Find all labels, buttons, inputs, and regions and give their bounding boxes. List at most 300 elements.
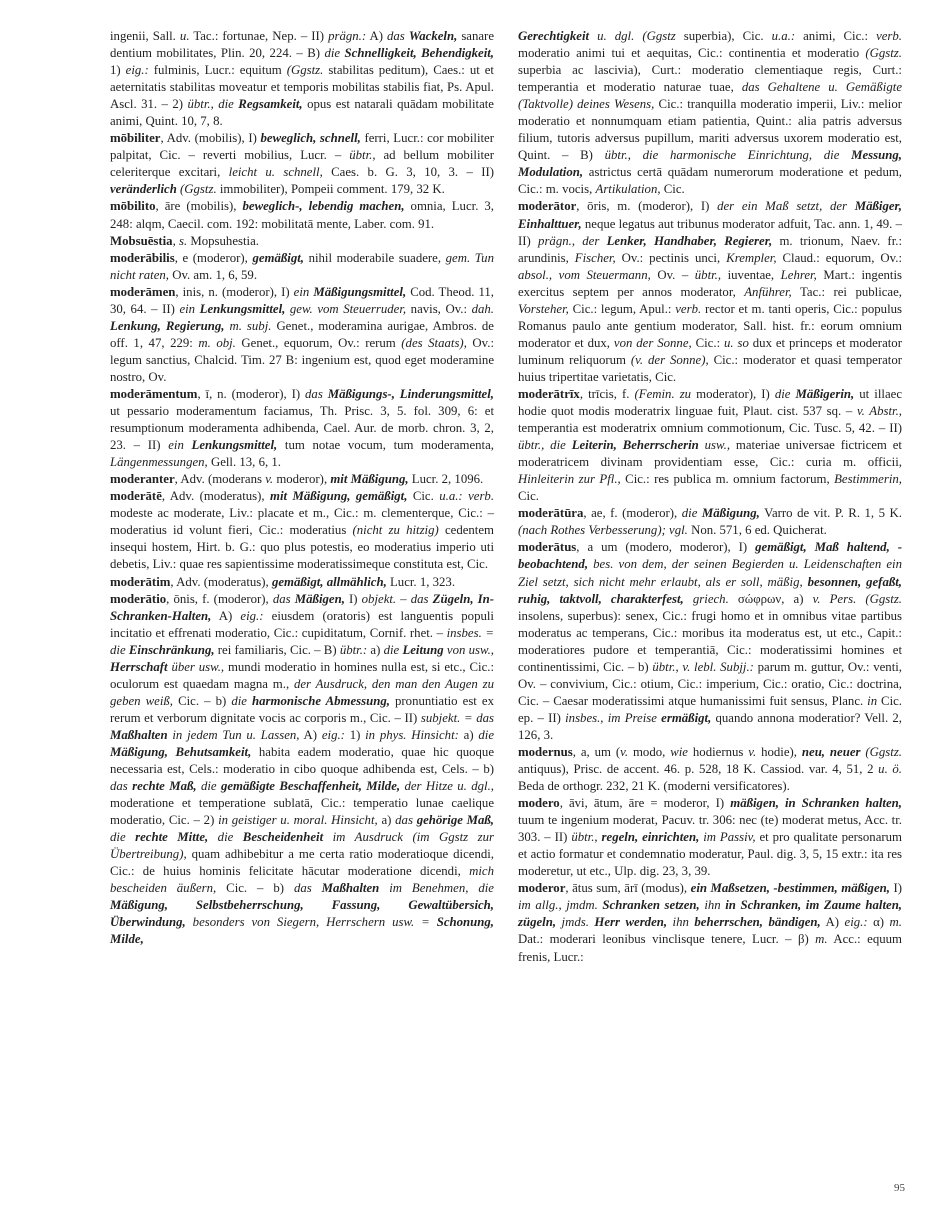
entry-text (221, 779, 400, 793)
entry-emphasis: besonnen, gefaßt, ruhig, taktvoll, charakterfest, (518, 574, 902, 606)
entry-emphasis: Mäßigungs-, Linderungsmittel, (327, 386, 494, 401)
entry-emphasis: veränderlich (110, 182, 177, 197)
entry-text: übtr., (349, 148, 376, 163)
entry-text: griech. (683, 591, 729, 606)
entry-text: übtr., die harmonische Einrichtung, die (604, 148, 852, 163)
entry-text (243, 830, 323, 844)
entry-emphasis: regeln, einrichten, (601, 830, 700, 845)
entry-text: s. (178, 233, 188, 248)
entry-text: iuventae, (721, 267, 781, 282)
entry-text: , ae, f. (moderor), (583, 506, 682, 521)
entry-text: u. (179, 29, 190, 43)
dictionary-entry (110, 250, 494, 284)
entry-text: m. (889, 915, 902, 930)
entry-emphasis: Bescheidenheit (242, 830, 324, 845)
entry-text: omnia, Lucr. 3, 248: alqm, Caecil. com. 192: mobilitatā mente, Laber. com. 91. (110, 199, 495, 231)
entry-text (135, 830, 208, 844)
entry-text: übtr., v. lebl. Subjj.: (652, 659, 754, 674)
dictionary-entry (518, 386, 902, 505)
entry-text: moderator), I) (691, 386, 775, 401)
entry-text: Non. 571, 6 ed. Quicherat. (687, 523, 827, 538)
entry-text: leicht u. schnell, (228, 165, 323, 180)
entry-text: modeste ac moderate, Liv.: placate et m., Cic.: m. clementerque, Cic.: – moderatius id volunt fieri, Cic.: moderatius (110, 506, 494, 538)
entry-text: superbia), Cic. (675, 29, 772, 43)
page-number: 95 (894, 1182, 905, 1194)
entry-emphasis: Lenkungsmittel, (199, 301, 286, 316)
right-column (518, 28, 902, 966)
entry-text: das (387, 29, 409, 43)
entry-text: Varro de vit. P. R. 1, 5 K. (759, 506, 902, 521)
entry-text: u. so (724, 335, 749, 350)
entry-text: ein (168, 438, 192, 453)
dictionary-entry (110, 284, 494, 386)
entry-text: übtr.: (339, 642, 368, 657)
entry-emphasis: Mäßigung, Behutsamkeit, (110, 744, 252, 759)
entry-text: , (172, 233, 179, 248)
entry-text: Vorsteher, (518, 301, 569, 316)
entry-emphasis: Mäßiger, Einhalttuer, (518, 199, 903, 231)
entry-text: Hinleiterin zur Pfl., (518, 472, 621, 487)
headword: moderātio (110, 591, 167, 606)
entry-text (328, 387, 494, 401)
entry-text: , Adv. (moderans (174, 472, 266, 487)
entry-text: übtr., (571, 830, 602, 845)
entry-text (313, 285, 406, 299)
entry-text: animi, Cic.: (795, 29, 877, 43)
entry-text: Ov.: legum sanctius, Chalcid. Tim. 27 B: ingenium est, quod eget moderamine nostro, Ov. (110, 335, 494, 384)
entry-text: m. subj. (224, 318, 272, 333)
entry-text: eiusdem (oratoris) est languentis populi incitatio et effrenati moderatio, Cic.: cupiditatum, Cornif. rhet. – (110, 608, 494, 640)
entry-text: moderor), (273, 472, 331, 487)
entry-text: ingenii, Sall. (110, 29, 180, 43)
entry-emphasis: Mäßigerin, (795, 386, 855, 401)
entry-text: das (305, 386, 328, 401)
entry-text: navis, Ov.: (406, 301, 472, 316)
entry-text: die (208, 830, 243, 845)
entry-text: quam adhibebitur a me certa ratio moderatioque dicendi, Cic.: de huius hominis felicitate hācutar moderatione dicendi, (110, 847, 494, 879)
entry-text: die (478, 727, 494, 742)
entry-text: , Adv. (moderatus), (170, 574, 272, 589)
entry-text: Anführer, (744, 284, 792, 299)
entry-text: die (383, 642, 403, 657)
entry-text: Fischer, (574, 250, 616, 265)
entry-text: Ov. – (650, 267, 695, 282)
entry-text: (nicht zu hitzig) (352, 523, 439, 538)
entry-text: insbes. = die (110, 625, 494, 657)
entry-emphasis: ein Maßsetzen, -bestimmen, mäßigen, (690, 881, 890, 896)
entry-text: v. (265, 472, 274, 487)
entry-text (402, 643, 443, 657)
entry-text: ferri, Lucr.: cor mobiliter palpitat, Cic. – reverti mobilius, Lucr. – (110, 131, 494, 163)
entry-text: tum notae vocum, tum moderamenta, (277, 438, 494, 453)
entry-text: Bestimmerin, (834, 472, 902, 487)
entry-text: a) (377, 813, 396, 828)
entry-text (192, 438, 278, 452)
entry-emphasis: Schnelligkeit, Behendigkeit, (344, 46, 494, 61)
entry-text: Gell. 13, 6, 1. (207, 455, 281, 470)
entry-text: immobiliter), Pompeii comment. 179, 32 K. (216, 182, 445, 197)
entry-text: die (681, 506, 702, 521)
entry-emphasis: gemäßigt, allmählich, (271, 574, 387, 589)
entry-text: I) (344, 591, 362, 606)
headword: moderātus (518, 540, 577, 555)
entry-text (691, 881, 890, 895)
entry-text: Acc.: equum frenis, Lucr.: (518, 932, 902, 964)
entry-text: , āvi, ātum, āre = moderor, I) (559, 796, 731, 811)
entry-text (110, 182, 177, 196)
entry-text: Caes. b. G. 3, 10, 3. – II) (322, 165, 494, 180)
entry-text: , a um (modero, moderor), I) (576, 540, 756, 555)
dictionary-entry (518, 198, 902, 386)
entry-text: Cic. – b) (173, 693, 232, 708)
entry-text: die (231, 693, 253, 708)
entry-text: α) (867, 915, 890, 930)
entry-text: antiquus), Prisc. de accent. 46. p. 528, 18 K. Cassiod. var. 4, 51, 2 (518, 762, 879, 777)
entry-emphasis: Mäßigungsmittel, (313, 284, 407, 299)
entry-text: neque legatus aut tribunus moderator adfuit, Tac. ann. 1, 49. – II) (518, 216, 902, 248)
entry-text: Genet., equorum, Ov.: rerum (235, 335, 402, 350)
entry-text: Tac.: rei publicae, (791, 284, 902, 299)
entry-text: das (395, 813, 417, 828)
entry-text (518, 29, 589, 43)
entry-emphasis: Gerechtigkeit (518, 29, 590, 43)
entry-text: σώφρων, a) (728, 591, 813, 606)
entry-emphasis: Einschränkung, (128, 642, 215, 657)
entry-text: ein (293, 284, 314, 299)
entry-text: , trīcis, f. (579, 386, 635, 401)
entry-text: parum m. guttur, Ov.: venti, Ov. – convivium, Cic.: otium, Cic.: imperium, Cic.: oratio, Cic.: doctrina, Cic. – Caesar moderatissimi atque humanissimi fuit sensus, Planc. (518, 659, 902, 708)
entry-text (110, 745, 251, 759)
dictionary-entry (518, 880, 902, 965)
entry-text: insolens, superbus): senex, Cic.: frugi homo et in omnibus vitae partibus moderatus ac temperans, Cic.: moribus ita moderatus est, ut etc., Capit.: moderatiores pudore et temperantiā, Cic.: moderatissimi homines et continentissimi, Cic. – b) (518, 608, 902, 674)
entry-text: Lucr. 2, 1096. (408, 472, 484, 487)
entry-text (252, 694, 390, 708)
entry-text: ut pessario moderamentum faciamus, Th. Prisc. 3, 5. fol. 309, 6: et resumptionum moderamenta adhibenda, Cael. Aur. de morb. chron. 3, 2, 23. – II) (110, 404, 494, 453)
entry-text: (Femin. zu (634, 386, 692, 401)
entry-text: jmds. (556, 915, 595, 930)
headword: Mobsuēstia (110, 233, 173, 248)
dictionary-entry (518, 28, 902, 198)
entry-text: verb. (675, 301, 702, 316)
entry-text: Lucr. 1, 323. (386, 574, 456, 589)
entry-emphasis: gemäßigte Beschaffenheit, Milde, (220, 779, 401, 794)
entry-text: wie (670, 744, 688, 759)
entry-text: u.a.: verb. (439, 489, 495, 504)
entry-text: (Ggstz. (180, 182, 217, 197)
entry-text (272, 575, 387, 589)
entry-text (602, 898, 699, 912)
entry-text: dah. (471, 301, 494, 316)
entry-text: übtr., die (187, 97, 239, 112)
entry-text: I) (889, 881, 902, 896)
entry-text: , āre (mobilis), (155, 199, 243, 214)
entry-text: 1) (110, 63, 126, 78)
entry-text (730, 796, 902, 810)
entry-text: das (110, 779, 133, 794)
entry-text: Cic. (407, 489, 440, 504)
entry-emphasis: Leitung (402, 642, 444, 657)
entry-text: Cic.: legum, Apul.: (568, 301, 676, 316)
entry-text (594, 915, 667, 929)
entry-emphasis: gemäßigt, (252, 250, 304, 265)
entry-text: moderatione et temperatione sublatā, Cic.: temperatio lunae caelique moderatio, Cic. – 2) (110, 796, 494, 828)
entry-text: sanare dentium mobilitates, Plin. 20, 224. – B) (110, 29, 494, 61)
headword: moderanter (110, 472, 175, 487)
entry-text: von usw., (443, 642, 494, 657)
entry-text (132, 779, 196, 793)
entry-text: A) (299, 727, 322, 742)
entry-text: A) (820, 915, 845, 930)
entry-text: (des Staats), (401, 335, 467, 350)
entry-text: eig.: (125, 63, 149, 78)
entry-text: stabilitas peditum), Caes.: ut et aeternitatis stabilitas moveatur et temporis mobilitas stabilis fiat, Ps. Apul. Ascl. 31. – 2) (110, 63, 494, 112)
entry-text: usw., (698, 438, 731, 453)
entry-text: der Ausdruck, den man den Augen zu geben weiß, (110, 676, 494, 708)
entry-text: dux et princeps et moderator luminum reliquorum (518, 335, 902, 367)
entry-text: ad bellum mobiliter celeriterque excitari, (110, 148, 494, 180)
entry-text: m. trionum, Naev. fr.: arundinis, (518, 233, 903, 265)
entry-text: superbia ac lascivia), Curt.: moderatio clementiaque regis, Curt.: temperantia et moderatio naturae tuae, (518, 63, 902, 95)
dictionary-entry (110, 233, 494, 250)
entry-text: mundi moderatio in homines nulla est, si etc., Cic.: oculorum est quaedam magna m., (110, 659, 494, 691)
headword: moderātor (518, 199, 577, 214)
dictionary-entry (518, 744, 902, 795)
headword: moderātim (110, 574, 171, 589)
entry-text: Cic. (518, 489, 539, 504)
headword: mōbiliter (110, 131, 161, 146)
entry-emphasis: ermäßigt, (661, 710, 712, 725)
entry-text (200, 302, 286, 316)
entry-text (110, 319, 225, 333)
entry-text: , ātus sum, ārī (modus), (565, 881, 691, 896)
entry-text (602, 830, 700, 844)
entry-text: temperantia est moderatrix omnium commotionum, Cic. Tusc. 5, 42. – II) (518, 421, 902, 436)
entry-text: (Ggstz. (865, 46, 902, 61)
entry-text (110, 728, 168, 742)
entry-text: rector et m. tanti operis, Cic.: populus Romanus paulo ante gentium moderator, Sall. hist. fr.: eorum omnium moderator et dux, (518, 301, 903, 350)
entry-text (572, 438, 699, 452)
entry-text: ihn (699, 898, 726, 913)
entry-emphasis: Regsamkeit, (238, 97, 303, 112)
entry-text: Cic. ep. – II) (518, 693, 903, 725)
entry-text: Cic.: res publica m. omnium factorum, (620, 472, 835, 487)
entry-text: quando annona moderatior? Vell. 2, 126, 3. (518, 710, 902, 742)
entry-text: von der Sonne, (613, 335, 692, 350)
dictionary-entry (518, 505, 902, 539)
entry-text: , e (moderor), (174, 250, 253, 265)
entry-emphasis: Zügeln, In-Schranken-Halten, (110, 591, 494, 623)
entry-text: Cic.: tranquilla moderatio imperii, Liv.: melior moderatio et nonnumquam etiam patientia, Quint.: alia patris adversus filium, tutoris adversus pupillum, mariti adversus uxorem moderatio est, Quint. – B) (518, 97, 902, 163)
entry-text: Krempler, (726, 250, 777, 265)
entry-text: v. (748, 744, 757, 759)
entry-text: das (293, 881, 322, 896)
entry-text: ut illaec hodie quot modis moderatrix linguae fuit, Plaut. cist. 537 sq. – (518, 386, 903, 419)
entry-text: m. (815, 932, 828, 947)
entry-text: insbes., im Preise (565, 710, 662, 725)
headword: moderātrīx (518, 386, 580, 401)
entry-text: rei familiaris, Cic. – B) (214, 642, 340, 657)
dictionary-entry (518, 795, 902, 880)
entry-text: in jedem Tun u. Lassen, (167, 727, 300, 742)
entry-text: im Ausdruck (im Ggstz zur Übertreibung), (110, 830, 494, 862)
entry-text: Genet., moderamina aurigae, Ambros. de off. 1, 47, 229: (110, 318, 494, 350)
entry-emphasis: Lenker, Handhaber, Regierer, (606, 233, 773, 248)
entry-text: Cic. (660, 182, 685, 197)
entry-emphasis: Herr werden, (594, 915, 668, 930)
entry-text: übtr., (694, 267, 722, 282)
headword: modero (518, 796, 560, 811)
entry-text: (Ggstz. (286, 63, 324, 78)
entry-emphasis: Mäßigung, Selbstbeherrschung, Fassung, Gewaltübersich, Überwindung, (110, 898, 494, 930)
entry-emphasis: beweglich-, lebendig machen, (242, 199, 405, 214)
entry-text (252, 251, 304, 265)
headword: moderātūra (518, 506, 584, 521)
entry-text: , ī, n. (moderor), I) (197, 386, 306, 401)
entry-text (802, 745, 861, 759)
entry-text: , ōris, m. (moderor), I) (576, 199, 718, 214)
entry-text (295, 592, 345, 606)
entry-text: besonders von Siegern, Herrschern usw. = (185, 915, 437, 930)
entry-text: Ov. am. 1, 6, 59. (169, 267, 258, 282)
entry-emphasis: Herrschaft (110, 659, 168, 674)
entry-text: im Benehmen, die (379, 881, 494, 896)
entry-text: materiae universae fictricem et moderatricem divinam providentiam esse, Cic.: curia m. officii, (518, 438, 902, 470)
entry-emphasis: rechte Maß, (132, 779, 197, 794)
entry-emphasis: Leiterin, Beherrscherin (571, 438, 699, 453)
entry-emphasis: Schranken setzen, (602, 898, 700, 913)
entry-text: et pro qualitate personarum et actio formatur et condemnatio moderatur, Paul. dig. 3, 5, 15 extr.: ita res moderetur, ut etc., Ulp. dig. 23, 3, 39. (518, 830, 902, 879)
entry-text: opus est natarali quādam mobilitate animi, Quint. 10, 7, 8. (110, 97, 494, 129)
entry-text (694, 915, 820, 929)
entry-text: Ov.: pectinis unci, (615, 250, 727, 265)
headword: moderāmen (110, 284, 176, 299)
entry-emphasis: Lenkung, Regierung, (110, 318, 225, 333)
entry-text: pronuntiatio est ex rerum et verborum dignitate vocis ac corporis m., Cic. – II) (110, 693, 495, 725)
entry-text: Lehrer, (780, 267, 817, 282)
entry-text: Längenmessungen, (110, 455, 208, 470)
dictionary-entry (110, 591, 494, 949)
dictionary-entry (110, 130, 494, 198)
entry-text: (nach Rothes Verbesserung); vgl. (518, 523, 688, 538)
entry-text: in geistiger u. moral. Hinsicht, (218, 813, 378, 828)
entry-text (417, 813, 494, 827)
dictionary-entry (110, 198, 494, 232)
entry-text: das Gehaltene u. Gemäßigte (Taktvolle) deines Wesens, (518, 80, 902, 112)
entry-text: a) (458, 727, 479, 742)
entry-emphasis: Maßhalten (321, 881, 380, 896)
entry-text: cedentem insequi hostem, Hirt. b. G.: quo plus potestis, eo moderatius imperio uti debetis, Liv.: quae res sapientissime moderatissimeque constituta est, Cic. (110, 523, 494, 572)
entry-text: Claud.: equorum, Ov.: (776, 250, 902, 265)
entry-text: u. dgl. (Ggstz (589, 29, 676, 43)
entry-text: modo, (628, 744, 671, 759)
entry-text: Mopsuhestia. (187, 233, 259, 248)
entry-text: die (774, 386, 796, 401)
entry-emphasis: Maßhalten (110, 727, 168, 742)
entry-text: prägn., der (538, 233, 607, 248)
entry-text (243, 199, 405, 213)
entry-text: ihn (667, 915, 695, 930)
entry-text: subjekt. = das (420, 710, 494, 725)
entry-text: in (867, 693, 878, 708)
entry-text: (v. der Sonne), (630, 352, 709, 367)
entry-text (661, 711, 711, 725)
entry-emphasis: beherrschen, bändigen, (694, 915, 821, 930)
entry-text: hodie), (756, 744, 802, 759)
entry-text: im allg., jmdm. (518, 898, 603, 913)
entry-text (607, 234, 773, 248)
headword: modernus (518, 744, 573, 759)
entry-text: tuum te ingenium moderat, Pacuv. tr. 306: nec (te) moderat metus, Acc. tr. 303. – II) (518, 813, 902, 845)
entry-text: mich bescheiden äußern, (110, 864, 494, 896)
entry-text: habita eadem moderatio, quae hic quoque necessaria est, Cels.: moderatio in cibo quoque adhibenda est, Cels. – b) (110, 744, 494, 777)
entry-emphasis: Mäßigung, (701, 506, 760, 521)
entry-text: v. (620, 744, 629, 759)
entry-emphasis: mäßigen, in Schranken halten, (730, 796, 902, 811)
entry-text: Cic. – b) (216, 881, 294, 896)
entry-text: nihil moderabile suadere, (303, 250, 446, 265)
entry-text: absol., vom Steuermann, (518, 267, 651, 282)
entry-text: fulminis, Lucr.: equitum (148, 63, 287, 78)
entry-emphasis: rechte Mitte, (135, 830, 209, 845)
entry-emphasis: beweglich, schnell, (260, 131, 361, 146)
entry-text (270, 489, 407, 503)
entry-text: astrictus certā quādam numerorum moderatione et pedum, Cic.: m. vocis, (518, 165, 902, 197)
entry-text: moderatio animi tui et aequitas, Cic.: continentia et moderatio (518, 46, 866, 61)
dictionary-entry (110, 471, 494, 488)
headword: moderor (518, 881, 566, 896)
entry-text: 1) (344, 727, 366, 742)
entry-text: Beda de orthogr. 232, 21 K. (moderni versificatores). (518, 779, 790, 794)
entry-text: , Adv. (mobilis), I) (160, 131, 261, 146)
entry-text: gem. Tun nicht raten, (110, 250, 494, 282)
entry-text: Cic.: moderator et quasi temperator huius tripertitae varietatis, Cic. (518, 352, 902, 384)
entry-text: v. Abstr., (856, 404, 903, 419)
entry-text: a) (367, 642, 384, 657)
entry-text: objekt. – das (361, 591, 433, 606)
entry-text: Cic.: (691, 335, 725, 350)
entry-text: bes. von dem, der seinen Begierden u. Leidenschaften ein Ziel setzt, sich nicht mehr erlaubt, als er soll, mäßig, (518, 557, 902, 589)
entry-text (322, 881, 380, 895)
entry-text: A) (211, 608, 241, 623)
dictionary-entry (110, 574, 494, 591)
entry-text (409, 29, 457, 43)
entry-emphasis: Schonung, Milde, (110, 915, 494, 947)
headword: moderābilis (110, 250, 175, 265)
dictionary-entry (518, 539, 902, 744)
entry-emphasis: gehörige Maß, (416, 813, 495, 828)
entry-text: hodiernus (688, 744, 749, 759)
entry-text (345, 46, 494, 60)
entry-text: (Ggstz. (865, 744, 903, 759)
entry-emphasis: harmonische Abmessung, (252, 693, 390, 708)
entry-text: in phys. Hinsicht: (365, 727, 459, 742)
entry-text: eig.: (240, 608, 264, 623)
entry-text: , a, um ( (572, 744, 621, 759)
entry-emphasis: Mäßigen, (294, 591, 345, 606)
entry-text: gew. vom Steuerruder, (285, 301, 407, 316)
entry-text (110, 660, 168, 674)
entry-text: Mart.: ingentis exercitus septem per annos moderator, (518, 267, 902, 299)
entry-text: prägn.: (328, 29, 367, 43)
headword: moderāmentum (110, 386, 198, 401)
entry-text (796, 387, 855, 401)
entry-text: , inis, n. (moderor), I) (175, 284, 294, 299)
entry-text: Tac.: fortunae, Nep. – II) (189, 29, 329, 43)
entry-emphasis: mit Mäßigung, (330, 472, 409, 487)
entry-text: die (110, 830, 136, 845)
left-column (110, 28, 494, 949)
entry-text: die (324, 46, 345, 61)
